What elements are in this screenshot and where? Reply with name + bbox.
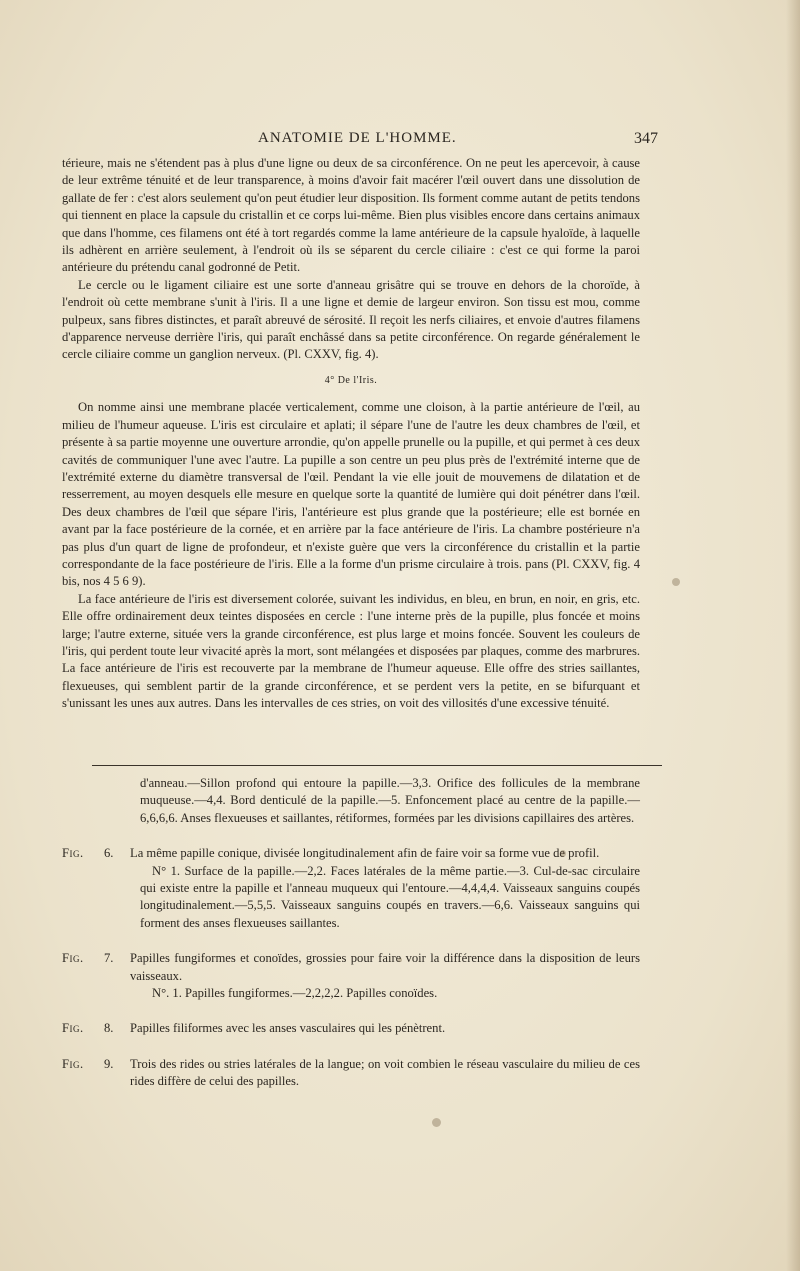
fig-label: Fig. xyxy=(62,951,84,966)
paragraph: Le cercle ou le ligament ciliaire est une sorte d'anneau grisâtre qui se trouve en dehors de la choroïde, à l'endroit où cette membrane s'unit à l'iris. Il a une ligne et demie de largeur environ. Son tissu est mou, comme pulpeux, sans fibres distinctes, et paraît abreuvé de sérosité. Il reçoit les nerfs ciliaires, et envoie d'autres filamens d'apparence nerveuse derrière l'iris, qui paraît enchâssé dans sa petite circonférence. On regarde généralement le cercle ciliaire comme un ganglion nerveux. (Pl. CXXV, fig. 4). xyxy=(62,277,640,362)
paragraph: On nomme ainsi une membrane placée verticalement, comme une cloison, à la partie antérieure de l'œil, au milieu de l'humeur aqueuse. L'iris est circulaire et aplati; il sépare l'une de l'autre les deux chambres de l'œil, et présente à sa partie moyenne une ouverture arrondie, qu'on appelle prunelle ou la pupille, et qui permet à ces deux cavités de communiquer l'une avec l'autre. La pupille a son centre un peu plus près de l'extrémité interne que de l'extrémité externe du diamètre transversal de l'œil. Pendant la vie elle jouit de mouvemens de dilatation et de resserrement, au moyen desquels elle mesure en quelque sorte la quantité de lumière qui doit pénétrer dans l'œil. Des deux chambres de l'œil que sépare l'iris, l'antérieure est plus grande que la postérieure; elle est bornée en avant par la face postérieure de la cornée, et en arrière par la face antérieure de l'iris. La chambre postérieure n'a pas plus d'un quart de ligne de profondeur, et n'existe guère que vers la circonférence du cristallin et la partie correspondante de la face postérieure de l'iris. Elle a la forme d'un prisme circulaire à trois. pans (Pl. CXXV, fig. 4 bis, nos 4 5 6 9). xyxy=(62,400,640,589)
fig-label: Fig. xyxy=(62,1021,84,1036)
fig-label: Fig. xyxy=(62,846,84,861)
fig-number: 7. xyxy=(104,951,114,966)
fig-title: La même papille conique, divisée longitudinalement afin de faire voir sa forme vue de profil. xyxy=(130,846,600,861)
paper-stain xyxy=(560,850,566,857)
fig-number: 8. xyxy=(104,1021,114,1036)
fig-detail: N°. 1. Papilles fungiformes.—2,2,2,2. Papilles conoïdes. xyxy=(152,986,438,1001)
main-text xyxy=(62,155,640,713)
figure-caption xyxy=(62,1056,640,1091)
paper-stain xyxy=(398,958,402,962)
paragraph: térieure, mais ne s'étendent pas à plus d'une ligne ou deux de sa circonférence. On ne peut les apercevoir, à cause de leur extrême ténuité et de leur transparence, à moins d'avoir fait macérer l'œil ouvert dans une dissolution de gallate de fer : c'est alors seulement qu'on peut étudier leur disposition. Ils forment comme autant de petits tendons qui tiennent en place la capsule du cristallin et ce corps lui-même. Bien plus visibles encore dans certains animaux que dans l'homme, ces filamens ont été à tort regardés comme la lame antérieure de la capsule hyaloïde, à laquelle ils adhèrent en arrière seulement, à l'endroit où ils se séparent du cercle ciliaire : c'est ce qui forme la paroi antérieure du prétendu canal godronné de Petit. xyxy=(62,156,640,275)
figure-notes xyxy=(62,775,640,1091)
separator-rule xyxy=(92,765,662,766)
page-number: 347 xyxy=(634,130,658,147)
fig-title: Trois des rides ou stries latérales de la langue; on voit combien le réseau vasculaire du milieu de ces rides diffère de celui des papilles. xyxy=(130,1056,640,1089)
fig-title: Papilles fungiformes et conoïdes, grossies pour faire voir la différence dans la disposition de leurs vaisseaux. xyxy=(130,951,640,983)
figure-caption xyxy=(62,845,640,932)
paragraph: La face antérieure de l'iris est diversement colorée, suivant les individus, en bleu, en brun, en noir, en gris, etc. Elle offre ordinairement deux teintes disposées en cercle : l'une interne près de la pupille, plus foncée et moins large; l'autre externe, située vers la grande circonférence, est plus large et moins foncée. Souvent les couleurs de l'iris, qui perdent toute leur vivacité après la mort, sont mélangées et disposées par plaques, comme des marbrures. La face antérieure de l'iris est recouverte par la membrane de l'humeur aqueuse. Elle offre des stries saillantes, flexueuses, qui semblent partir de la grande circonférence, et se perdent vers la petite, en se bifurquant et s'unissant les unes aux autres. Dans les intervalles de ces stries, on voit des villosités d'une excessive ténuité. xyxy=(62,591,640,711)
page-edge-shadow xyxy=(786,0,800,1271)
fig-number: 9. xyxy=(104,1056,114,1071)
figure-caption xyxy=(62,1020,640,1037)
running-title: ANATOMIE DE L'HOMME. xyxy=(258,130,457,146)
note-continuation: d'anneau.—Sillon profond qui entoure la papille.—3,3. Orifice des follicules de la membrane muqueuse.—4,4. Bord denticulé de la papille.—5. Enfoncement placé au centre de la papille.—6,6,6,6. Anses flexueuses et saillantes, rétiformes, formées par les divisions capillaires des artères. xyxy=(140,776,640,825)
fig-label: Fig. xyxy=(62,1056,84,1071)
section-heading: 4° De l'Iris. xyxy=(324,374,378,386)
figure-caption xyxy=(62,950,640,1002)
paper-stain xyxy=(672,578,680,586)
page-header xyxy=(62,130,658,150)
fig-title: Papilles filiformes avec les anses vasculaires qui les pénètrent. xyxy=(130,1021,446,1036)
paper-stain xyxy=(432,1118,441,1127)
fig-detail: N° 1. Surface de la papille.—2,2. Faces latérales de la même partie.—3. Cul-de-sac circulaire qui existe entre la papille et l'anneau muqueux qui l'entoure.—4,4,4,4. Vaisseaux sanguins coupés longitudinalement.—5,5,5. Vaisseaux sanguins coupés en travers.—6,6. Vaisseaux sanguins qui forment des anses flexueuses saillantes. xyxy=(140,863,640,930)
fig-number: 6. xyxy=(104,846,114,861)
